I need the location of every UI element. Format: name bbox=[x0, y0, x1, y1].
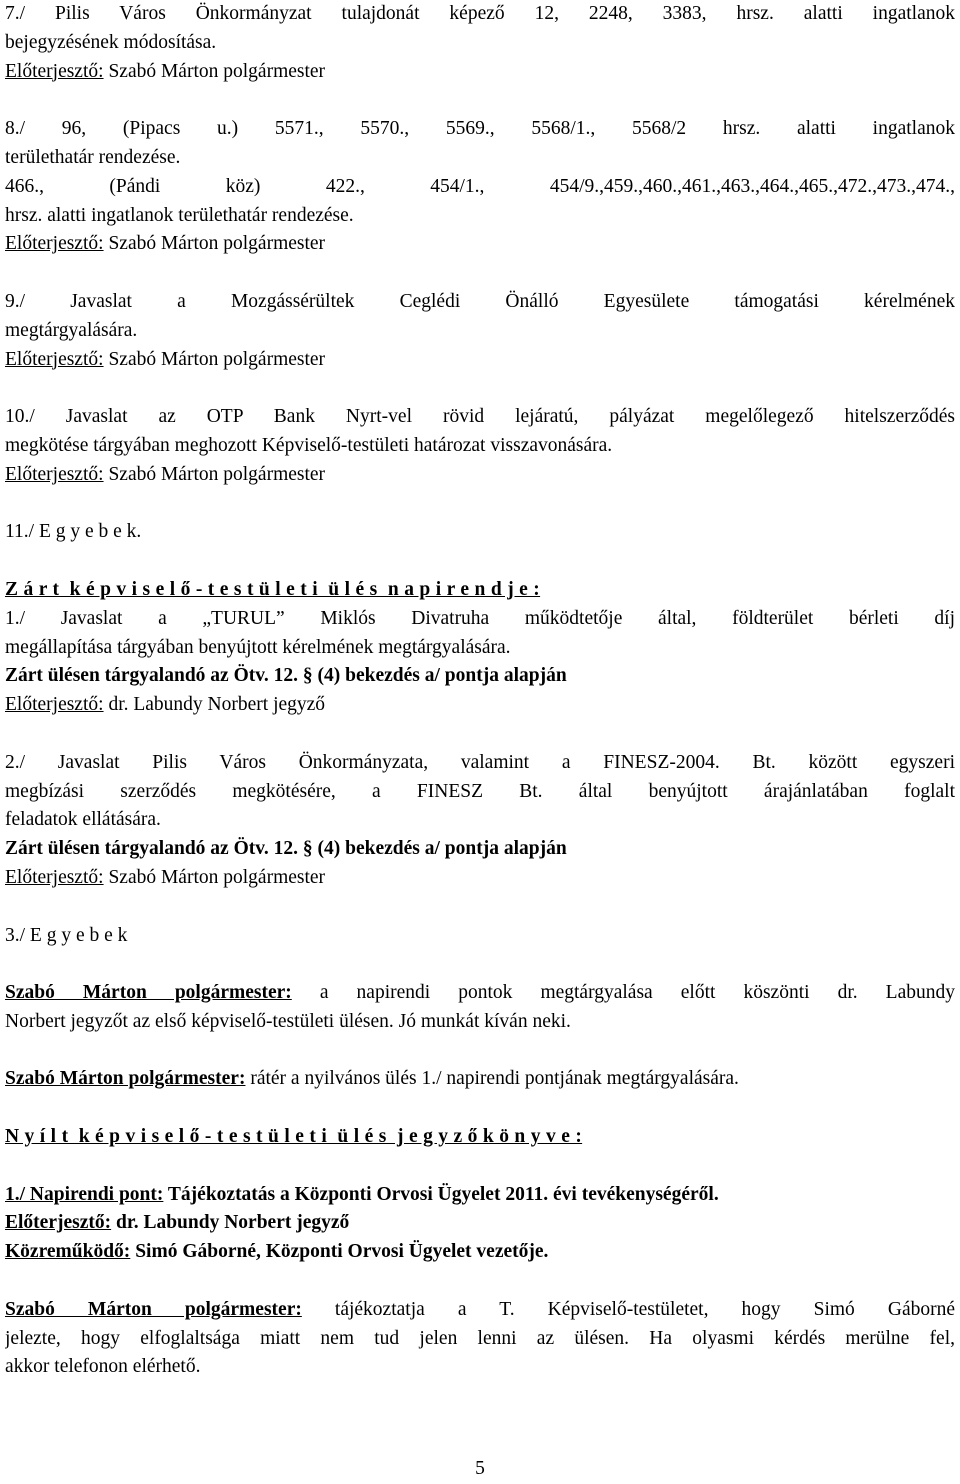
presenter-name: Szabó Márton polgármester bbox=[103, 463, 326, 485]
agenda-item-8-line-1: 8./ 96, (Pipacs u.) 5571., 5570., 5569., 5568/1., 5568/2 hrsz. alatti ingatlanok bbox=[5, 118, 955, 140]
agenda-item-11: 11./ E g y e b e k. bbox=[5, 521, 142, 543]
paragraph-3-line-3: akkor telefonon elérhető. bbox=[5, 1356, 201, 1378]
agenda-item-7-line-1: 7./ Pilis Város Önkormányzat tulajdonát képező 12, 2248, 3383, hrsz. alatti ingatlanok bbox=[5, 3, 955, 24]
presenter-line bbox=[5, 230, 955, 259]
agenda-item-8-line-4: hrsz. alatti ingatlanok területhatár rendezése. bbox=[5, 204, 354, 226]
paragraph-text: rátér a nyilvános ülés 1./ napirendi pontjának megtárgyalására. bbox=[245, 1068, 739, 1090]
agenda-contributor bbox=[5, 1238, 955, 1267]
speaker-name: Szabó Márton polgármester: bbox=[5, 1068, 246, 1090]
closed-item-3: 3./ E g y e b e k bbox=[5, 924, 128, 946]
contributor-label: Közreműködő: bbox=[5, 1241, 131, 1263]
agenda-point-title: Tájékoztatás a Központi Orvosi Ügyelet 2011. évi tevékenységéről. bbox=[163, 1183, 719, 1205]
presenter-name: dr. Labundy Norbert jegyző bbox=[103, 694, 326, 716]
paragraph-2 bbox=[5, 1065, 955, 1094]
closed-session-note: Zárt ülésen tárgyalandó az Ötv. 12. § (4) bekezdés a/ pontja alapján bbox=[5, 665, 567, 687]
presenter-name: Szabó Márton polgármester bbox=[103, 866, 326, 888]
agenda-point-label: 1./ Napirendi pont: bbox=[5, 1183, 164, 1205]
agenda-point-1 bbox=[5, 1181, 955, 1210]
closed-session-note: Zárt ülésen tárgyalandó az Ötv. 12. § (4) bekezdés a/ pontja alapján bbox=[5, 838, 567, 860]
agenda-item-10-line-1: 10./ Javaslat az OTP Bank Nyrt-vel rövid lejáratú, pályázat megelőlegező hitelszerződés bbox=[5, 406, 955, 428]
presenter-line bbox=[5, 58, 955, 87]
paragraph-text: a napirendi pontok megtárgyalása előtt köszönti dr. Labundy bbox=[291, 982, 955, 1004]
closed-item-1-line-1: 1./ Javaslat a „TURUL” Miklós Divatruha működtetője által, földterület bérleti díj bbox=[5, 607, 955, 629]
presenter-label: Előterjesztő: bbox=[5, 233, 104, 255]
paragraph-3-line-1 bbox=[5, 1296, 955, 1325]
presenter-label: Előterjesztő: bbox=[5, 60, 104, 82]
closed-item-2-line-2: megbízási szerződés megkötésére, a FINESZ Bt. által benyújtott árajánlatában foglalt bbox=[5, 780, 955, 802]
agenda-item-10-line-2: megkötése tárgyában meghozott Képviselő-testületi határozat visszavonására. bbox=[5, 434, 613, 456]
presenter-label: Előterjesztő: bbox=[5, 1212, 112, 1234]
agenda-item-9-line-2: megtárgyalására. bbox=[5, 319, 138, 341]
speaker-name: Szabó Márton polgármester: bbox=[5, 1298, 302, 1320]
agenda-item-8-line-2: területhatár rendezése. bbox=[5, 146, 181, 168]
agenda-item-7-line-2: bejegyzésének módosítása. bbox=[5, 31, 217, 53]
presenter-label: Előterjesztő: bbox=[5, 348, 104, 370]
page-number: 5 bbox=[475, 1458, 485, 1479]
presenter-line bbox=[5, 346, 955, 375]
presenter-name: dr. Labundy Norbert jegyző bbox=[111, 1212, 350, 1234]
presenter-name: Szabó Márton polgármester bbox=[103, 348, 326, 370]
agenda-item-8-line-3: 466., (Pándi köz) 422., 454/1., 454/9.,459.,460.,461.,463.,464.,465.,472.,473.,474., bbox=[5, 175, 955, 197]
presenter-label: Előterjesztő: bbox=[5, 463, 104, 485]
presenter-name: Szabó Márton polgármester bbox=[103, 60, 326, 82]
presenter-line bbox=[5, 461, 955, 490]
agenda-item-9-line-1: 9./ Javaslat a Mozgássérültek Ceglédi Önálló Egyesülete támogatási kérelmének bbox=[5, 290, 955, 312]
document-page bbox=[5, 0, 955, 1382]
presenter-line bbox=[5, 864, 955, 893]
presenter-label: Előterjesztő: bbox=[5, 694, 104, 716]
presenter-name: Szabó Márton polgármester bbox=[103, 233, 326, 255]
closed-item-2-line-3: feladatok ellátására. bbox=[5, 809, 161, 831]
presenter-label: Előterjesztő: bbox=[5, 866, 104, 888]
open-minutes-heading: N y í l t k é p v i s e l ő - t e s t ü l e t i ü l é s j e g y z ő k ö n y v e : bbox=[5, 1126, 583, 1148]
closed-item-1-line-2: megállapítása tárgyában benyújtott kérelmének megtárgyalására. bbox=[5, 636, 511, 658]
speaker-name: Szabó Márton polgármester: bbox=[5, 982, 292, 1004]
closed-item-2-line-1: 2./ Javaslat Pilis Város Önkormányzata, valamint a FINESZ-2004. Bt. között egyszeri bbox=[5, 751, 955, 773]
presenter-line bbox=[5, 691, 955, 720]
agenda-presenter bbox=[5, 1209, 955, 1238]
paragraph-text: tájékoztatja a T. Képviselő-testületet, hogy Simó Gáborné bbox=[301, 1298, 955, 1320]
contributor-name: Simó Gáborné, Központi Orvosi Ügyelet vezetője. bbox=[130, 1241, 549, 1263]
paragraph-1-line-2: Norbert jegyzőt az első képviselő-testületi ülésen. Jó munkát kíván neki. bbox=[5, 1010, 571, 1032]
closed-session-heading: Z á r t k é p v i s e l ő - t e s t ü l e t i ü l é s n a p i r e n d j e : bbox=[5, 578, 541, 600]
paragraph-3-line-2: jelezte, hogy elfoglaltsága miatt nem tud jelen lenni az ülésen. Ha olyasmi kérdés merülne fel, bbox=[5, 1327, 955, 1349]
paragraph-1-line-1 bbox=[5, 979, 955, 1008]
